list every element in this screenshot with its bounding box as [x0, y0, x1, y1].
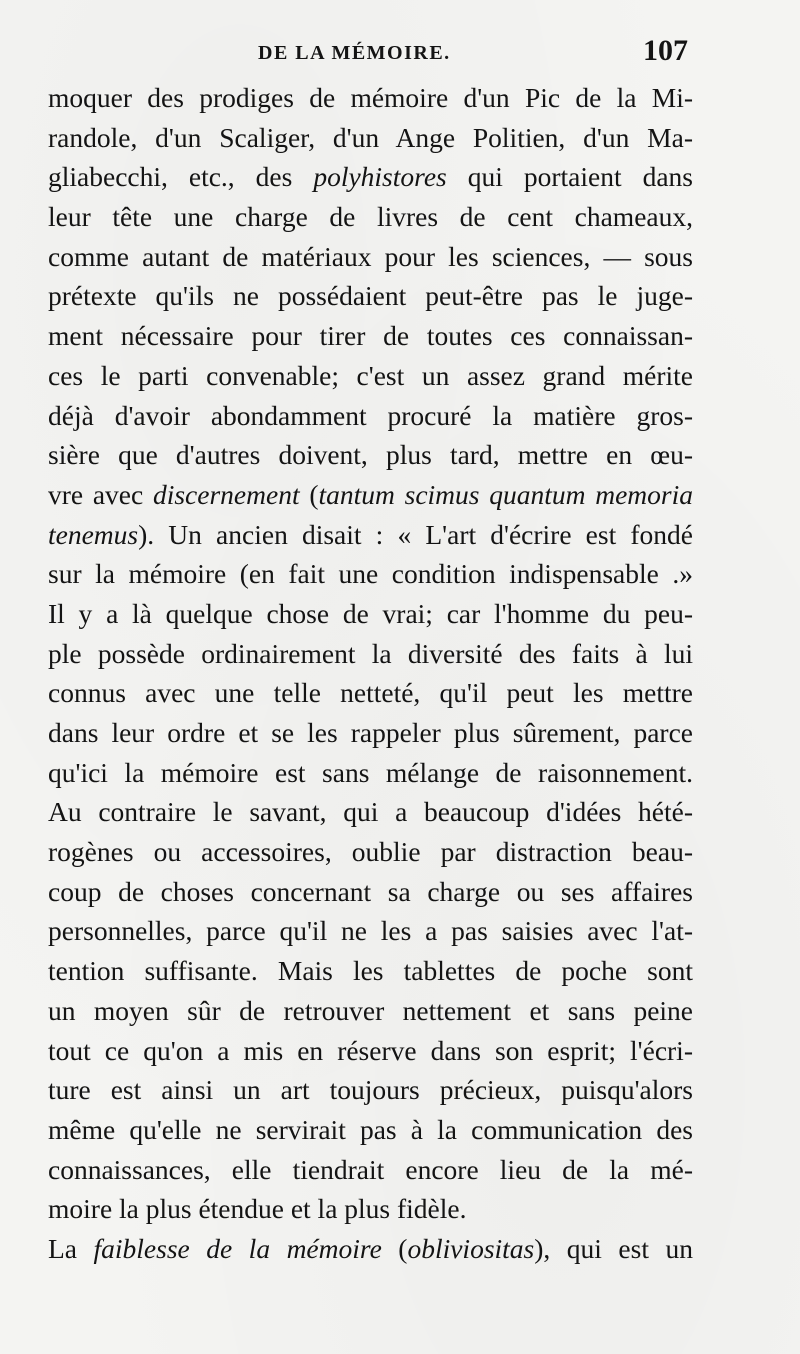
text-line	[48, 713, 693, 753]
italic-text: faiblesse de la mémoire	[93, 1232, 382, 1264]
text-segment: personnelles, parce qu'il ne les a pas saisies avec l'at-	[48, 915, 693, 947]
text-line	[48, 316, 693, 356]
text-segment: randole, d'un Scaliger, d'un Ange Politien, d'un Ma-	[48, 121, 693, 153]
text-line	[48, 1150, 693, 1190]
text-line	[48, 1031, 693, 1071]
text-segment: connus avec une telle netteté, qu'il peut les mettre	[48, 677, 693, 709]
body-text	[48, 78, 693, 1269]
text-segment: gliabecchi, etc., des	[48, 161, 314, 193]
text-segment: un moyen sûr de retrouver nettement et sans peine	[48, 994, 693, 1026]
text-segment: ment nécessaire pour tirer de toutes ces connaissan-	[48, 320, 693, 352]
text-segment: Il y a là quelque chose de vrai; car l'homme du peu-	[48, 597, 693, 629]
text-line	[48, 832, 693, 872]
page-header	[48, 36, 688, 76]
text-line	[48, 872, 693, 912]
text-line	[48, 515, 693, 555]
text-segment: même qu'elle ne servirait pas à la communication des	[48, 1113, 693, 1145]
text-segment: déjà d'avoir abondamment procuré la matière gros-	[48, 399, 693, 431]
text-segment: qui portaient dans	[446, 161, 693, 193]
text-segment: rogènes ou accessoires, oublie par distraction beau-	[48, 836, 693, 868]
text-line	[48, 276, 693, 316]
text-line	[48, 1189, 693, 1229]
text-line	[48, 911, 693, 951]
text-line	[48, 1229, 693, 1269]
text-segment: tention suffisante. Mais les tablettes de poche sont	[48, 955, 693, 987]
text-segment: connaissances, elle tiendrait encore lieu de la mé-	[48, 1153, 693, 1185]
text-segment: sur la mémoire (en fait une condition indispensable .»	[48, 558, 693, 590]
text-line	[48, 1070, 693, 1110]
text-segment: ture est ainsi un art toujours précieux, puisqu'alors	[48, 1074, 693, 1106]
text-segment: comme autant de matériaux pour les sciences, — sous	[48, 240, 693, 272]
text-line	[48, 951, 693, 991]
text-line	[48, 435, 693, 475]
text-segment: ces le parti convenable; c'est un assez grand mérite	[48, 359, 693, 391]
text-line	[48, 792, 693, 832]
text-segment: vre avec	[48, 478, 153, 510]
text-line	[48, 673, 693, 713]
italic-text: polyhistores	[313, 161, 447, 193]
text-line	[48, 634, 693, 674]
text-line	[48, 991, 693, 1031]
text-line	[48, 753, 693, 793]
text-segment: La	[48, 1232, 94, 1264]
text-segment: Au contraire le savant, qui a beaucoup d'idées hété-	[48, 796, 693, 828]
text-segment: (	[299, 478, 319, 510]
text-segment: (	[381, 1232, 408, 1264]
text-line	[48, 396, 693, 436]
text-segment: dans leur ordre et se les rappeler plus sûrement, parce	[48, 717, 693, 748]
page-number: 107	[643, 34, 688, 67]
text-line	[48, 157, 693, 197]
text-segment: coup de choses concernant sa charge ou ses affaires	[48, 875, 693, 907]
italic-text: tenemus	[48, 518, 139, 550]
text-line	[48, 475, 693, 515]
text-segment: qu'ici la mémoire est sans mélange de raisonnement.	[48, 756, 693, 788]
running-head: DE LA MÉMOIRE.	[258, 42, 451, 64]
text-segment: moquer des prodiges de mémoire d'un Pic de la Mi-	[48, 82, 693, 113]
text-line	[48, 356, 693, 396]
text-line	[48, 197, 693, 237]
text-segment: ), qui est un	[534, 1232, 693, 1264]
text-segment: ple possède ordinairement la diversité des faits à lui	[48, 637, 693, 669]
italic-text: tantum scimus quantum memoria	[318, 478, 693, 510]
text-line	[48, 78, 693, 118]
text-segment: leur tête une charge de livres de cent chameaux,	[48, 201, 693, 233]
text-line	[48, 237, 693, 277]
text-line	[48, 594, 693, 634]
italic-text: discernement	[152, 478, 300, 510]
text-line	[48, 118, 693, 158]
text-segment: tout ce qu'on a mis en réserve dans son esprit; l'écri-	[48, 1034, 693, 1066]
italic-text: obliviositas	[407, 1232, 535, 1264]
text-segment: prétexte qu'ils ne possédaient peut-être pas le juge-	[48, 280, 693, 312]
text-line	[48, 1110, 693, 1150]
text-line	[48, 554, 693, 594]
text-segment: sière que d'autres doivent, plus tard, mettre en œu-	[48, 439, 693, 471]
text-segment: moire la plus étendue et la plus fidèle.	[48, 1193, 467, 1225]
text-segment: ). Un ancien disait : « L'art d'écrire est fondé	[138, 518, 693, 550]
